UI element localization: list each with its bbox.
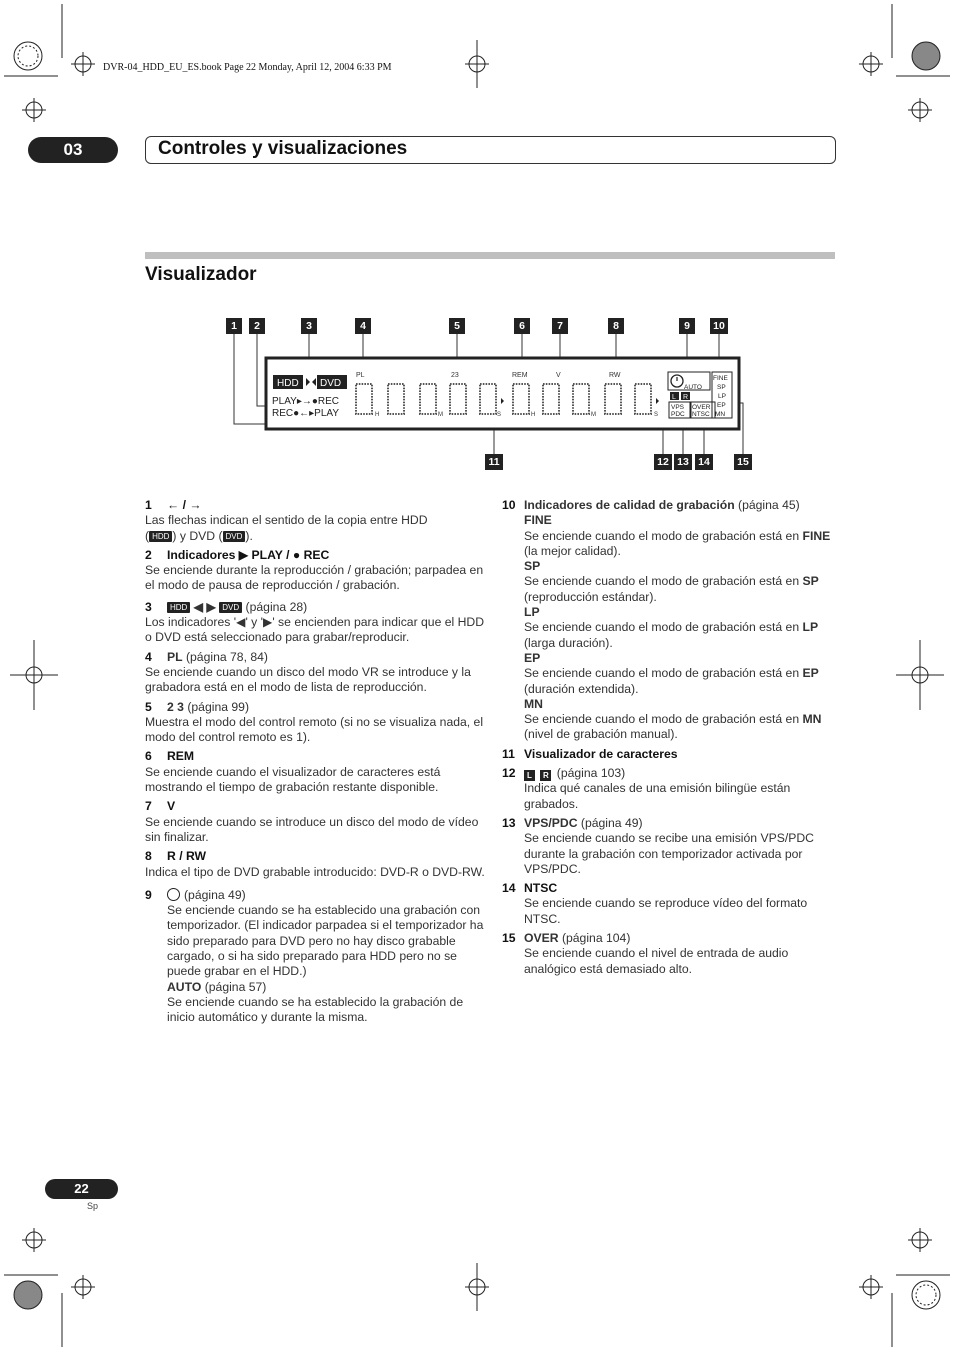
r-indicator: R (683, 394, 689, 401)
mn-indicator: MN (715, 411, 726, 418)
item-12: 12 L R (página 103) Indica qué canales de una emisión bilingüe están grabados. (502, 766, 791, 811)
callout-1: 1 (226, 318, 242, 334)
item-5: 5 2 3 (página 99) Muestra el modo del control remoto (si no se visualiza nada, el modo del control remoto es 1). (145, 699, 484, 745)
item-3: 3 HDD ◀ ▶ DVD (página 28) Los indicadores '◀' y '▶' se encienden para indicar que el HDD o DVD está seleccionado para grabar/reproducir. (145, 599, 485, 645)
callout-9: 9 (679, 318, 695, 334)
description-column-left (145, 498, 487, 1030)
h-label-2: H (531, 412, 536, 418)
item-4: 4 PL (página 78, 84) Se enciende cuando un disco del modo VR se introduce y la grabadora está en el modo de lista de reproducción. (145, 649, 471, 695)
item-11: 11 Visualizador de caracteres (502, 746, 678, 761)
ep-indicator: EP (717, 402, 726, 409)
item-2: 2 Indicadores ▶ PLAY / ● REC Se enciende durante la reproducción / grabación; parpadea en el modo de pausa de reproducción / grabación. (145, 547, 484, 593)
callout-12: 12 (654, 454, 672, 470)
callout-5: 5 (449, 318, 465, 334)
sp-indicator: SP (717, 384, 726, 391)
callout-13: 13 (674, 454, 692, 470)
rem-label: REM (512, 372, 528, 379)
timer-icon (167, 888, 180, 901)
callout-6: 6 (514, 318, 530, 334)
auto-indicator: AUTO (684, 384, 702, 391)
item-7: 7 V Se enciende cuando se introduce un disco del modo de vídeo sin finalizar. (145, 799, 479, 844)
pl-label: PL (356, 372, 365, 379)
callout-11: 11 (485, 454, 503, 470)
item-13: 13 VPS/PDC (página 49) Se enciende cuando se recibe una emisión VPS/PDC durante la grabación con temporizador activada por VPS/PDC. (502, 815, 814, 876)
m-label-1: M (438, 412, 443, 418)
description-column-right (502, 498, 840, 981)
chapter-title: Controles y visualizaciones (158, 138, 408, 159)
rw-label: RW (609, 372, 621, 379)
hdd-indicator: HDD (277, 378, 299, 389)
hdd-badge: HDD (149, 531, 172, 542)
ntsc-indicator: NTSC (692, 411, 710, 418)
lp-indicator: LP (718, 393, 726, 400)
page-number: 22 (45, 1179, 118, 1199)
m-label-2: M (591, 412, 596, 418)
vps-indicator: VPS (671, 404, 685, 411)
item-6: 6 REM Se enciende cuando el visualizador de caracteres está mostrando el tiempo de grabación restante disponible. (145, 749, 441, 795)
callout-2: 2 (249, 318, 265, 334)
s-label-2: S (654, 412, 659, 418)
section-title: Visualizador (145, 264, 257, 285)
dvd-indicator: DVD (320, 378, 342, 389)
l-badge: L (524, 770, 535, 781)
r-badge: R (540, 770, 551, 781)
play-rec-indicator: PLAY▸→●REC (272, 396, 340, 407)
book-file-line: DVR-04_HDD_EU_ES.book Page 22 Monday, April 12, 2004 6:33 PM (103, 62, 392, 73)
item-10: 10 Indicadores de calidad de grabación (página 45) FINE Se enciende cuando el modo de grabación está en FINE (la mejor calidad). SP Se enciende cuando el modo de grabación está en SP (reproducción estándar). LP Se enciende cuando el modo de grabación está en LP (larga duración). EP Se enciende cuando el modo de grabación está en EP (duración extendida). MN Se enciende cuando el modo de grabación está en MN (nivel de grabación manual). (502, 498, 831, 742)
callout-10: 10 (710, 318, 728, 334)
item-14: 14 NTSC Se enciende cuando se reproduce vídeo del formato NTSC. (502, 881, 808, 926)
callout-14: 14 (695, 454, 713, 470)
callout-15: 15 (734, 454, 752, 470)
item-15: 15 OVER (página 104) Se enciende cuando el nivel de entrada de audio analógico está demasiado alto. (502, 931, 789, 976)
callout-3: 3 (301, 318, 317, 334)
callout-4: 4 (355, 318, 371, 334)
language-code: Sp (87, 1201, 99, 1211)
item-8: 8 R / RW Indica el tipo de DVD grabable introducido: DVD-R o DVD-RW. (145, 849, 485, 879)
remote-mode-label: 23 (451, 372, 459, 379)
pdc-indicator: PDC (671, 411, 685, 418)
fine-indicator: FINE (713, 375, 728, 382)
item-9: 9 (página 49) Se enciende cuando se ha establecido una grabación con temporizador. (El indicador parpadea si el temporizador ha sido preparado para DVD pero no hay disco grabable cargado, o si ha sido preparado para HDD pero no se puede grabar en el HDD.) AUTO (página 57) Se enciende cuando se ha establecido la grabación de inicio automático y durante la misma. (145, 887, 484, 1025)
chapter-number: 03 (28, 137, 118, 163)
s-label-1: S (497, 412, 502, 418)
rec-play-indicator: REC●←▸PLAY (272, 408, 340, 419)
h-label-1: H (375, 412, 380, 418)
callout-8: 8 (608, 318, 624, 334)
dvd-badge: DVD (223, 531, 246, 542)
l-indicator: L (672, 394, 676, 401)
v-label: V (556, 372, 561, 379)
over-indicator: OVER (692, 404, 711, 411)
item-1: 1 ← / → Las flechas indican el sentido de la copia entre HDD ( HDD ) y DVD ( DVD ). (145, 498, 428, 543)
callout-7: 7 (552, 318, 568, 334)
